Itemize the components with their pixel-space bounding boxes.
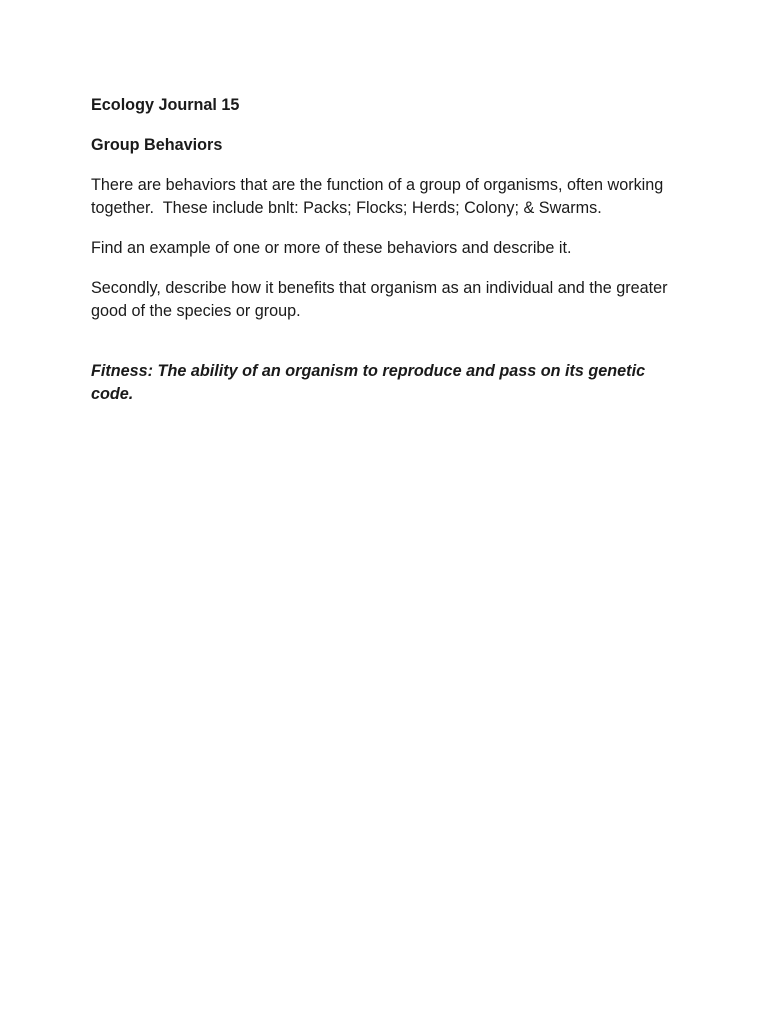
benefits-paragraph [91,277,691,323]
intro-paragraph-line-1: There are behaviors that are the function of a group of organisms, often working [91,176,664,194]
benefits-paragraph-line-1: Secondly, describe how it benefits that organism as an individual and the greater [91,279,668,297]
document-body [91,94,691,406]
instruction-paragraph: Find an example of one or more of these behaviors and describe it. [91,239,572,257]
benefits-paragraph-line-2: good of the species or group. [91,302,301,320]
section-heading: Group Behaviors [91,136,223,154]
intro-paragraph-line-2: together. These include bnlt: Packs; Flocks; Herds; Colony; & Swarms. [91,199,602,217]
document-title: Ecology Journal 15 [91,96,240,114]
fitness-definition: Fitness: The ability of an organism to reproduce and pass on its genetic code. [91,362,646,403]
intro-paragraph [91,174,691,220]
